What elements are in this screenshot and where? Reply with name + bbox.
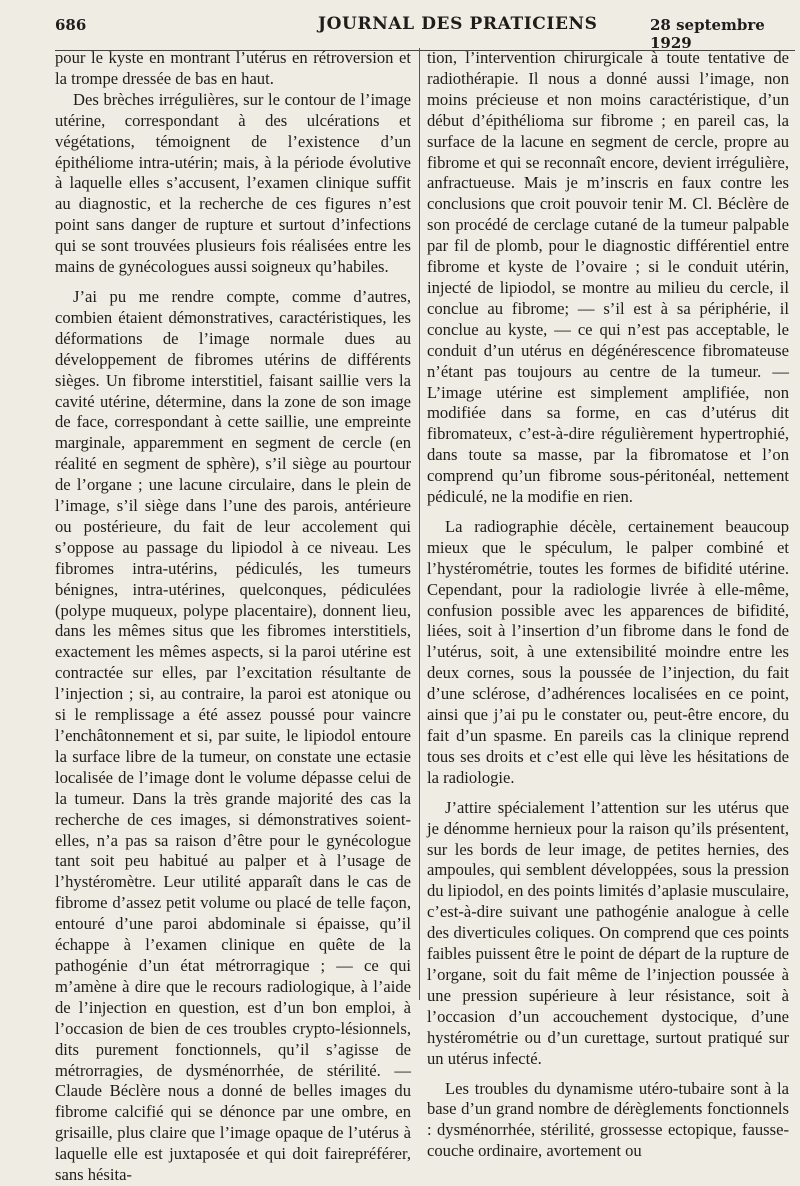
paragraph: pour le kyste en montrant l’utérus en rétroversion et la trompe dressée de bas en haut. — [55, 48, 411, 88]
right-column — [427, 48, 789, 1161]
paragraph: Les troubles du dynamisme utéro-tubaire sont à la base d’un grand nombre de dérèglements fonctionnels : dysménorrhée, stérilité, grossesse ectopique, fausse-couche ordinaire, avortement ou — [427, 1078, 789, 1161]
paragraph: Des brèches irrégulières, sur le contour de l’image utérine, correspondant à des ulcérations et végétations, témoignent de l’existence d’un épithéliome intra-utérin; mais, à la période évolutive à laquelle elles s’accusent, l’examen clinique suffit au diagnostic, et la recherche de ces figures n’est point sans danger de rupture et surtout d’infections qui se sont trouvées plusieurs fois réalisées entre les mains de gynécologues aussi soigneux qu’habiles. — [55, 89, 411, 277]
paragraph: tion, l’intervention chirurgicale à toute tentative de radiothérapie. Il nous a donné aussi l’image, non moins précieuse et non moins caractéristique, d’un début d’épithélioma sur fibrome ; en pareil cas, la surface de la lacune en segment de cercle, propre au fibrome et qui se reconnaît encore, devient irrégulière, anfractueuse. Mais je m’inscris en faux contre les conclusions que croit pouvoir tenir M. Cl. Béclère de son procédé de cerclage cutané de la tumeur palpable par fil de plomb, pour le diagnostic différentiel entre fibrome et kyste de l’ovaire ; si le conduit utérin, injecté de lipiodol, se montre au milieu du cercle, il conclue au fibrome; — s’il est à sa périphérie, il conclue au kyste, — ce qui n’est pas acceptable, le conduit d’un utérus en dégénérescence fibromateuse n’étant pas toujours au centre de la tumeur. — L’image utérine est simplement amplifiée, non modifiée dans sa forme, en cas d’utérus dit fibromateux, c’est-à-dire régulièrement hypertrophié, dans toute sa masse, par la fibromatose et l’on comprend qu’un fibrome sous-péritonéal, nettement pédiculé, ne la modifie en rien. — [427, 48, 789, 507]
page-header — [0, 12, 800, 52]
paragraph: La radiographie décèle, certainement beaucoup mieux que le spéculum, le palper combiné et l’hystérométrie, toutes les formes de bifidité utérine. Cependant, pour la radiologie livrée à elle-même, confusion possible avec les apparences de bifidité, liées, soit à l’insertion d’un fibrome dans le fond de l’utérus, soit, à une extensibilité moindre entre les deux cornes, sous la poussée de l’injection, du fait d’une sclérose, d’adhérences localisées en ce point, ainsi que j’ai pu le constater ou, peut-être encore, du fait d’un spasme. En pareils cas la clinique reprend tous ses droits et c’est elle qui lève les hésitations de la radiologie. — [427, 516, 789, 787]
left-column — [55, 48, 411, 1185]
issue-date: 28 septembre 1929 — [650, 16, 765, 52]
paragraph: J’ai pu me rendre compte, comme d’autres, combien étaient démonstratives, caractéristiques, les déformations de l’image normale dues au développement de fibromes utérins de différents sièges. Un fibrome interstitiel, faisant saillie vers la cavité utérine, détermine, dans la zone de son image de face, correspondant à cette saillie, une empreinte marginale, apparemment en segment de cercle (en réalité en segment de sphère), s’il siège au pourtour de l’organe ; une lacune circulaire, dans le plein de l’image, s’il siège dans l’une des parois, antérieure ou postérieure, du fait de leur accolement qui s’oppose au passage du lipiodol à ce niveau. Les fibromes intra-utérins, pédiculés, les tumeurs bénignes, intra-utérines, quelconques, pédiculées (polype muqueux, polype placentaire), donnent lieu, dans les mêmes situs que les fibromes interstitiels, exactement les mêmes aspects, si la paroi utérine est contractée sur elles, par l’excitation résultante de l’injection ; si, au contraire, la paroi est atonique ou si le remplissage a été assez poussé pour vaincre l’enchâtonnement et si, par suite, le lipiodol entoure la surface libre de la tumeur, on constate une ectasie localisée de l’image dont le volume dépasse celui de la tumeur. Dans la très grande majorité des cas la recherche de ces images, si démonstratives soient-elles, n’a pas sa raison d’être pour le gynécologue tant soit peu habitué au palper et à l’usage de l’hystéromètre. Leur utilité apparaît dans le cas de fibrome d’assez petit volume ou placé de telle façon, entouré d’une paroi abdominale si épaisse, qu’il échappe à l’examen clinique en quête de la pathogénie d’un état métrorragique ; — ce qui m’amène à dire que le recours radiologique, à l’aide de l’injection en question, est d’un bon emploi, à l’occasion de bien de ces troubles crypto-lésionnels, dits purement fonctionnels, qu’il s’agisse de métrorragies, de dysménorrhée, de stérilité. — Claude Béclère nous a donné de belles images du fibrome calcifié qui se dénonce par une ombre, en grisaille, plus claire que l’image opaque de l’utérus à laquelle elle est juxtaposée et qui doit fairepréférer, sans hésita- — [55, 286, 411, 1185]
paragraph: J’attire spécialement l’attention sur les utérus que je dénomme hernieux pour la raison qu’ils présentent, sur les bords de leur image, de petites hernies, des ampoules, qui semblent développées, sous la pression du lipiodol, en des points limités d’aplasie musculaire, c’est-à-dire suivant une pathogénie analogue à celle des diverticules coliques. On comprend que ces points faibles puissent être le point de départ de la rupture de l’organe, soit du fait même de l’injection poussée à une pression supérieure à leur résistance, soit à l’occasion d’un accouchement dystocique, d’une hystérométrie ou d’un curettage, surtout pratiqué sur un utérus infecté. — [427, 797, 789, 1068]
page-number: 686 — [55, 16, 87, 34]
journal-title: JOURNAL DES PRATICIENS — [318, 14, 598, 34]
column-divider — [419, 48, 420, 1000]
